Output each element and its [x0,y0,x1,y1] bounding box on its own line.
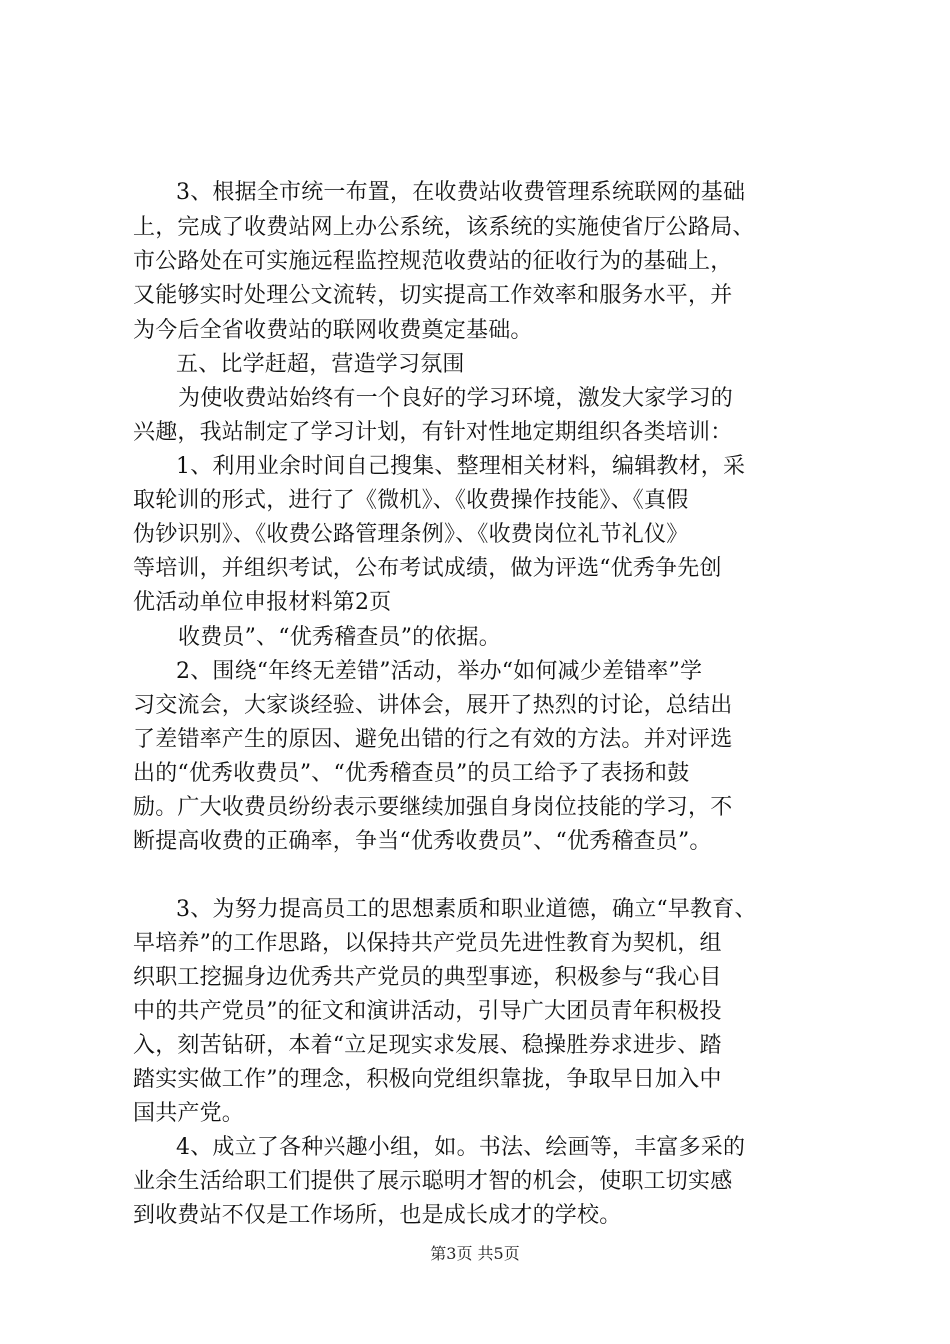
page-number-footer: 第3页 共5页 [430,1244,520,1263]
paragraph-line: 兴趣，我站制定了学习计划，有针对性地定期组织各类培训： [133,420,733,445]
paragraph-line: 2、围绕“年终无差错”活动，举办“如何减少差错率”学 [176,659,703,684]
paragraph-line: 习交流会，大家谈经验、讲体会，展开了热烈的讨论，总结出 [133,693,733,718]
paragraph-line: 入，刻苦钻研，本着“立足现实求发展、稳操胜券求进步、踏 [133,1033,722,1058]
paragraph-line: 励。广大收费员纷纷表示要继续加强自身岗位技能的学习，不 [133,795,733,820]
paragraph-line: 3、根据全市统一布置，在收费站收费管理系统联网的基础 [176,180,746,205]
paragraph-line: 为使收费站始终有一个良好的学习环境，激发大家学习的 [178,386,734,411]
paragraph-line: 等培训，并组织考试，公布考试成绩，做为评选“优秀争先创 [133,556,722,581]
paragraph-line: 又能够实时处理公文流转，切实提高工作效率和服务水平，并 [133,283,733,308]
paragraph-line: 早培养”的工作思路，以保持共产党员先进性教育为契机，组 [133,931,722,956]
paragraph-line: 织职工挖掘身边优秀共产党员的典型事迹，积极参与“我心目 [133,965,722,990]
paragraph-line: 到收费站不仅是工作场所，也是成长成才的学校。 [133,1203,622,1228]
paragraph-line: 国共产党。 [133,1101,245,1126]
paragraph-line: 断提高收费的正确率，争当“优秀收费员”、“优秀稽查员”。 [133,829,712,854]
paragraph-line: 取轮训的形式，进行了《微机》、《收费操作技能》、《真假 [133,488,689,513]
paragraph-line: 了差错率产生的原因、避免出错的行之有效的方法。并对评选 [133,727,733,752]
paragraph-line: 优活动单位申报材料第2页 [133,590,392,615]
paragraph-line: 业余生活给职工们提供了展示聪明才智的机会，使职工切实感 [133,1169,733,1194]
paragraph-line: 4、成立了各种兴趣小组，如。书法、绘画等，丰富多采的 [176,1135,746,1160]
paragraph-line: 3、为努力提高员工的思想素质和职业道德，确立“早教育、 [176,897,757,922]
paragraph-line: 1、利用业余时间自己搜集、整理相关材料，编辑教材，采 [176,454,746,479]
paragraph-line: 出的“优秀收费员”、“优秀稽查员”的员工给予了表扬和鼓 [133,761,690,786]
paragraph-line: 市公路处在可实施远程监控规范收费站的征收行为的基础上， [133,249,733,274]
paragraph-line: 上，完成了收费站网上办公系统，该系统的实施使省厅公路局、 [133,215,755,240]
section-heading: 五、比学赶超，营造学习氛围 [176,352,465,377]
paragraph-line: 为今后全省收费站的联网收费奠定基础。 [133,318,533,343]
paragraph-line: 踏实实做工作”的理念，积极向党组织靠拢，争取早日加入中 [133,1067,722,1092]
paragraph-line: 伪钞识别》、《收费公路管理条例》、《收费岗位礼节礼仪》 [133,522,689,547]
paragraph-line: 中的共产党员”的征文和演讲活动，引导广大团员青年积极投 [133,999,722,1024]
paragraph-line: 收费员”、“优秀稽查员”的依据。 [178,625,501,650]
